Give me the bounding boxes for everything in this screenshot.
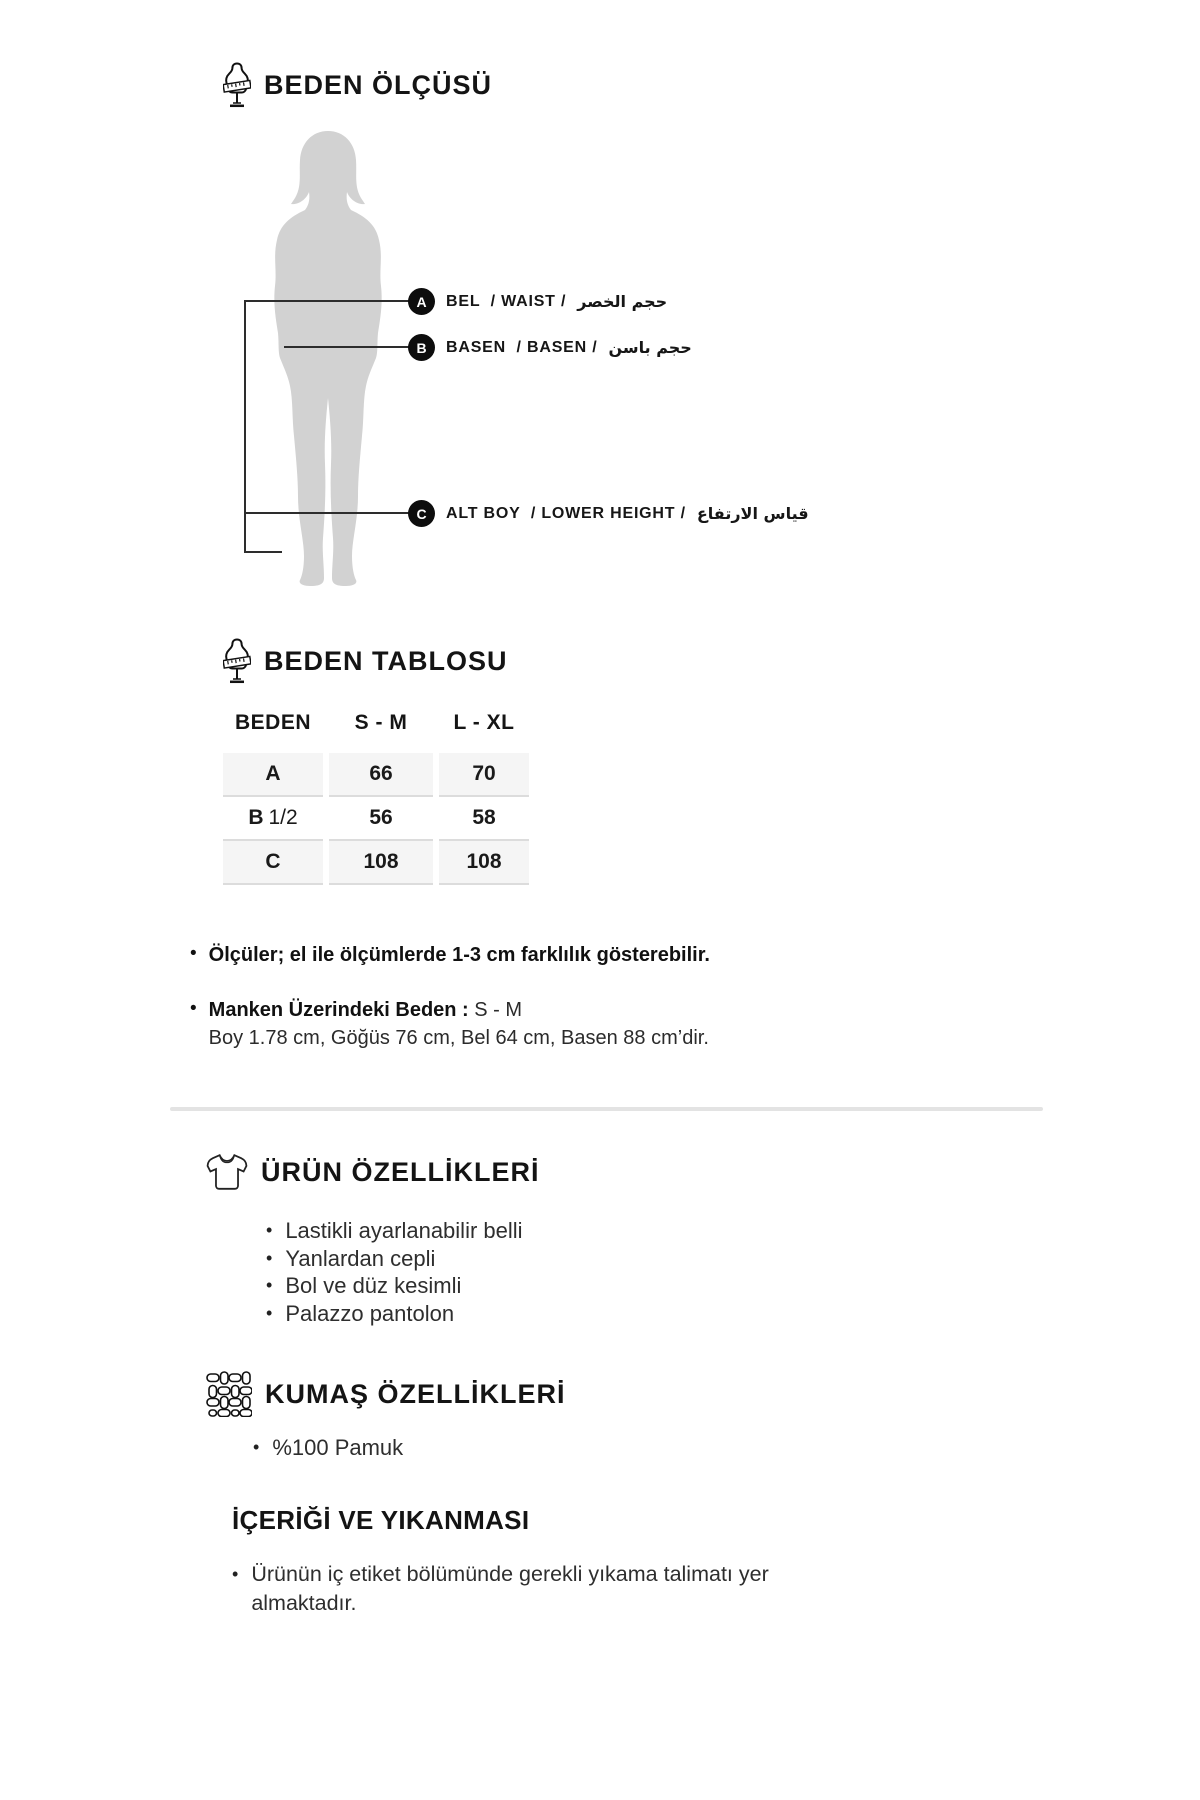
bullet-icon: •: [266, 1247, 273, 1268]
size-measure-header: [223, 62, 492, 108]
body-silhouette: [262, 128, 394, 590]
tshirt-icon: [206, 1153, 248, 1191]
tolerance-note-text: Ölçüler; el ile ölçümlerde 1-3 cm farklılık gösterebilir.: [208, 944, 710, 966]
list-item: [253, 1434, 403, 1462]
fabric-text: %100 Pamuk: [272, 1435, 404, 1460]
feature-text: Lastikli ayarlanabilir belli: [285, 1218, 523, 1243]
bullet-icon: •: [232, 1564, 239, 1584]
bullet-icon: •: [253, 1437, 260, 1457]
column-header-s-m: S - M: [354, 711, 408, 734]
lower-height-measure-line: [245, 512, 409, 514]
care-text: Ürünün iç etiket bölümünde gerekli yıkama talimatı yer almaktadır.: [251, 1562, 769, 1615]
waist-measure-line: [245, 300, 409, 302]
feature-text: Yanlardan cepli: [285, 1245, 436, 1271]
care-title: İÇERİĞİ VE YIKANMASI: [232, 1505, 530, 1535]
cell-c-sm: 108: [329, 841, 433, 885]
bullet-icon: •: [266, 1220, 273, 1240]
marker-a-badge: A: [408, 288, 435, 315]
dress-form-icon: [223, 62, 251, 108]
care-list: [232, 1560, 826, 1618]
size-table-title: BEDEN TABLOSU: [264, 645, 508, 676]
measure-label-waist: [408, 288, 667, 315]
row-label: B: [248, 806, 264, 829]
model-size-label: Manken Üzerindeki Beden :: [208, 999, 469, 1021]
list-item: [266, 1272, 523, 1300]
bullet-icon: •: [190, 998, 197, 1019]
column-header-l-xl: L - XL: [453, 711, 515, 734]
size-measure-title: BEDEN ÖLÇÜSÜ: [264, 69, 493, 100]
height-bracket-line: [244, 300, 246, 553]
fabric-weave-icon: [206, 1371, 252, 1417]
column-header-beden: BEDEN: [234, 711, 311, 734]
measure-label-lower-height-arabic: قياس الارتفاع: [696, 504, 809, 523]
measurement-tolerance-note: [190, 941, 910, 969]
measure-label-hip-text: BASEN / BASEN /: [446, 338, 598, 356]
dress-form-icon: [223, 638, 251, 684]
bullet-icon: •: [190, 943, 197, 964]
table-row-c: [223, 841, 529, 885]
cell-b-sm: 56: [329, 797, 433, 841]
measure-label-waist-arabic: حجم الخصر: [577, 292, 668, 311]
row-label: A: [265, 762, 281, 785]
fabric-features-header: [206, 1370, 566, 1418]
marker-b-badge: B: [408, 334, 435, 361]
product-features-title: ÜRÜN ÖZELLİKLERİ: [261, 1156, 540, 1187]
fabric-features-title: KUMAŞ ÖZELLİKLERİ: [265, 1378, 566, 1409]
hip-measure-line: [284, 346, 409, 348]
table-row-b: B 1/2 56 58: [223, 797, 529, 841]
model-size-note: [190, 996, 950, 1052]
bullet-icon: •: [266, 1302, 273, 1323]
size-table: [223, 705, 529, 885]
feature-text: Palazzo pantolon: [285, 1300, 455, 1326]
model-size-value: S - M: [474, 999, 523, 1021]
list-item: [266, 1245, 523, 1273]
product-features-list: [266, 1217, 523, 1327]
section-divider: [170, 1107, 1043, 1111]
measure-label-lower-height-text: ALT BOY / LOWER HEIGHT /: [446, 504, 686, 522]
measure-label-hip: [408, 334, 692, 361]
feature-text: Bol ve düz kesimli: [285, 1273, 462, 1298]
cell-c-lxl: 108: [439, 841, 529, 885]
marker-c-badge: C: [408, 500, 435, 527]
table-row-a: [223, 753, 529, 797]
measure-label-hip-arabic: حجم باسن: [608, 338, 692, 357]
size-table-header: [223, 638, 508, 684]
cell-a-sm: 66: [329, 753, 433, 797]
cell-b-lxl: 58: [439, 797, 529, 841]
height-bracket-foot-line: [244, 551, 282, 553]
measure-label-waist-text: BEL / WAIST /: [446, 292, 567, 310]
fabric-features-list: [253, 1434, 403, 1462]
product-features-header: [206, 1152, 540, 1192]
bullet-icon: •: [266, 1275, 273, 1295]
cell-a-lxl: 70: [439, 753, 529, 797]
size-table-head-row: [223, 705, 529, 741]
measure-label-lower-height: [408, 500, 809, 527]
model-measurements-text: Boy 1.78 cm, Göğüs 76 cm, Bel 64 cm, Basen 88 cm’dir.: [208, 1027, 709, 1049]
row-label: C: [265, 850, 281, 873]
list-item: [266, 1300, 523, 1328]
list-item: [266, 1217, 523, 1245]
list-item: [232, 1560, 826, 1618]
